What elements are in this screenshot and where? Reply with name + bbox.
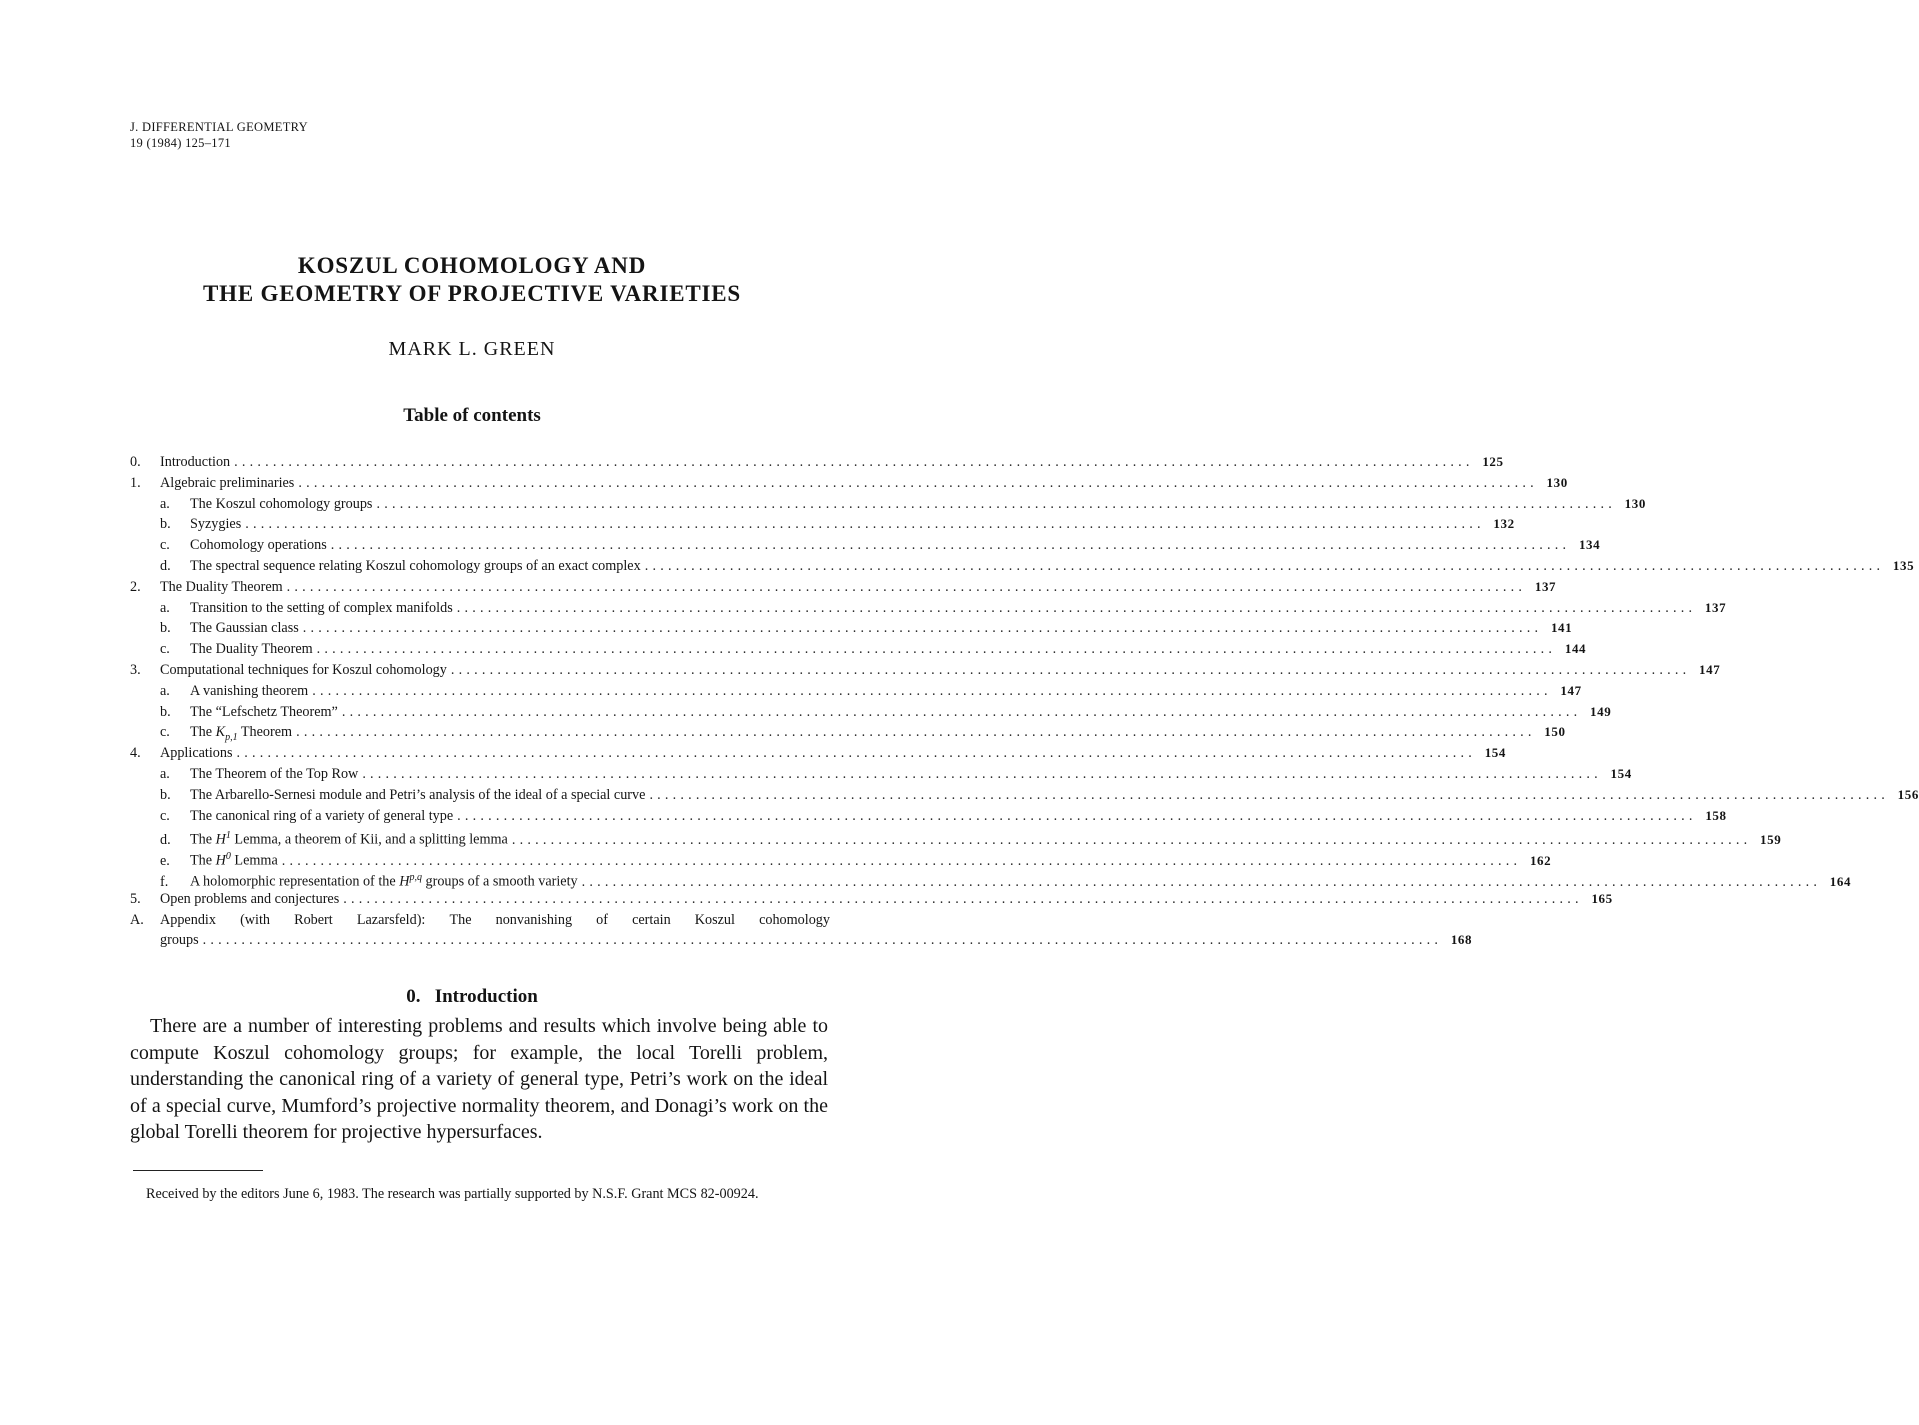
toc-entry-label-text: The H [190, 832, 226, 849]
toc-entry-page: 135 [1892, 557, 1915, 573]
toc-entry-label [190, 494, 376, 515]
toc-leader-dots: ................................................................................................................................................................ [312, 682, 1552, 699]
toc-entry-letter: a. [160, 682, 170, 699]
toc-entry-label [160, 452, 234, 473]
toc-entry-label [190, 806, 457, 827]
toc-entry-page: 162 [1529, 852, 1552, 868]
toc-entry-superscript: p,q [409, 871, 422, 883]
toc-entry[interactable] [130, 826, 1782, 849]
toc-entry-page: 144 [1564, 641, 1587, 657]
toc-appendix-word: cohomology [759, 911, 830, 928]
toc-leader-dots: ................................................................................................................................................................ [234, 454, 1474, 470]
toc-leader-dots: ................................................................................................................................................................ [343, 890, 1583, 907]
toc-entry-label [190, 514, 245, 535]
toc-entry[interactable] [130, 889, 1613, 910]
intro-paragraph: There are a number of interesting problems and results which involve being able to compute Koszul cohomology groups; for example, the local Torelli problem, understanding the canonical ring of a variety of general type, Petri’s work on the ideal of a special curve, Mumford’s projective normality theorem, and Donagi’s work on the global Torelli theorem for projective hypersurfaces. [130, 1015, 828, 1143]
toc-entry-label-text: The Theorem of the Top Row [190, 765, 359, 782]
toc-heading: Table of contents [403, 405, 541, 426]
section-title: Introduction [434, 986, 538, 1007]
toc-leader-dots: ................................................................................................................................................................ [330, 537, 1571, 554]
toc-appendix-word: Appendix [160, 911, 216, 928]
toc-entry-letter: d. [160, 832, 171, 849]
toc-entry-page: 141 [1550, 620, 1573, 636]
toc-entry-appendix-cont[interactable] [130, 930, 1473, 951]
toc-leader-dots: ................................................................................................................................................................ [649, 786, 1889, 803]
table-of-contents [130, 452, 1919, 951]
toc-entry-label-suffix: Lemma [230, 852, 278, 869]
journal-citation [130, 119, 308, 151]
toc-entry-label-text: Introduction [160, 454, 231, 470]
toc-entry-page: 164 [1829, 873, 1852, 889]
toc-entry-label-text: The Koszul cohomology groups [190, 495, 373, 512]
math-symbol: H [215, 852, 226, 869]
toc-entry-label-text: The H [190, 852, 226, 869]
toc-entry-label-text: Transition to the setting of complex manifolds [190, 599, 453, 616]
toc-entry-number: 1. [130, 474, 141, 491]
toc-appendix-word: (with [240, 911, 271, 928]
math-symbol: H [399, 873, 410, 890]
toc-entry-letter: c. [160, 807, 170, 824]
paper-title-line-1: KOSZUL COHOMOLOGY AND [297, 253, 647, 278]
math-symbol: H [215, 832, 226, 849]
toc-entry[interactable] [130, 556, 1915, 577]
toc-entry-page: 149 [1590, 703, 1612, 719]
toc-entry-page: 137 [1534, 578, 1557, 594]
toc-entry-page: 154 [1484, 745, 1507, 761]
toc-entry-number: 4. [130, 745, 141, 762]
toc-entry-label [190, 618, 303, 639]
toc-entry-label-text: The Duality Theorem [160, 578, 283, 595]
toc-entry-label [190, 639, 317, 660]
toc-entry[interactable] [130, 681, 1582, 702]
toc-appendix-word: Robert [294, 911, 333, 928]
toc-entry-page: 130 [1624, 495, 1646, 511]
toc-entry-letter: a. [160, 599, 170, 616]
toc-leader-dots: ................................................................................................................................................................ [298, 474, 1538, 491]
toc-entry-label-text: The Duality Theorem [190, 641, 313, 658]
toc-entry[interactable] [130, 535, 1601, 556]
toc-leader-dots: ................................................................................................................................................................ [316, 641, 1557, 658]
toc-entry[interactable] [130, 660, 1721, 681]
toc-leader-dots: ................................................................................................................................................................ [202, 932, 1443, 949]
toc-leader-dots: ................................................................................................................................................................ [450, 661, 1691, 678]
math-symbol: K [215, 724, 226, 741]
toc-entry-subscript: p,1 [225, 732, 238, 744]
toc-entry-page: 137 [1704, 599, 1727, 615]
toc-leader-dots: ................................................................................................................................................................ [511, 832, 1752, 849]
toc-entry-label-text: Syzygies [190, 516, 242, 533]
toc-entry[interactable] [130, 806, 1727, 827]
toc-entry-letter: e. [160, 852, 170, 869]
toc-entry-page: 147 [1699, 661, 1721, 677]
toc-leader-dots: ................................................................................................................................................................ [296, 724, 1536, 741]
toc-entry-page: 132 [1493, 516, 1515, 532]
toc-entry[interactable] [130, 514, 1515, 535]
section-number: 0. [406, 986, 421, 1007]
toc-entry-label [160, 660, 451, 681]
toc-entry-letter: b. [160, 703, 171, 720]
toc-leader-dots: ................................................................................................................................................................ [236, 745, 1477, 762]
toc-entry[interactable] [130, 722, 1566, 744]
toc-entry[interactable] [130, 452, 1504, 473]
toc-entry[interactable] [130, 764, 1632, 785]
toc-entry-letter: b. [160, 516, 171, 533]
toc-appendix-word: of [596, 911, 608, 928]
toc-entry-label-suffix: Theorem [237, 724, 293, 741]
toc-leader-dots: ................................................................................................................................................................ [302, 620, 1543, 637]
toc-entry-number: 0. [130, 454, 141, 470]
toc-appendix-word: Koszul [694, 911, 735, 928]
toc-entry-label-text: Algebraic preliminaries [160, 474, 295, 491]
toc-entry-label [190, 556, 645, 577]
toc-entry-number: 3. [130, 661, 141, 678]
toc-leader-dots: ................................................................................................................................................................ [376, 495, 1616, 512]
toc-entry-label-text: The “Lefschetz Theorem” [190, 703, 338, 720]
toc-entry-label [190, 702, 342, 723]
toc-entry[interactable] [130, 473, 1568, 494]
journal-volume: 19 (1984) 125–171 [130, 136, 231, 150]
toc-leader-dots: ................................................................................................................................................................ [362, 765, 1602, 782]
toc-entry-label-suffix: Lemma, a theorem of Kii, and a splitting lemma [230, 832, 508, 849]
toc-leader-dots: ................................................................................................................................................................ [581, 873, 1822, 890]
toc-entry-page: 165 [1591, 890, 1613, 906]
toc-entry-letter: c. [160, 641, 170, 658]
toc-entry-label [190, 535, 331, 556]
toc-entry-letter: b. [160, 786, 171, 803]
toc-entry[interactable] [130, 743, 1507, 764]
toc-entry-superscript: 0 [225, 851, 231, 863]
toc-leader-dots: ................................................................................................................................................................ [456, 599, 1697, 616]
toc-entry-page: 159 [1760, 832, 1782, 848]
toc-entry-page: 150 [1544, 724, 1566, 740]
toc-entry[interactable] [130, 494, 1646, 515]
toc-entry-label: groups [160, 932, 199, 949]
toc-leader-dots: ................................................................................................................................................................ [281, 852, 1522, 869]
toc-entry-page: 158 [1705, 807, 1727, 823]
toc-entry-letter: a. [160, 765, 170, 782]
toc-entry[interactable] [130, 639, 1587, 660]
toc-entry-label-text: Cohomology operations [190, 537, 327, 554]
toc-entry-label-text: The canonical ring of a variety of general type [190, 807, 454, 824]
toc-leader-dots: ................................................................................................................................................................ [457, 807, 1697, 824]
toc-entry-page: 154 [1610, 765, 1632, 781]
toc-entry-label [160, 473, 298, 494]
toc-entry-label-text: Applications [160, 745, 233, 762]
toc-appendix-word: Lazarsfeld): [356, 911, 426, 928]
toc-entry-number: 2. [130, 578, 141, 595]
toc-entry[interactable] [130, 598, 1727, 619]
footnote-rule [133, 1170, 263, 1171]
toc-entry-label [160, 577, 287, 598]
toc-entry-label [160, 743, 237, 764]
toc-appendix-word: certain [632, 911, 671, 928]
toc-leader-dots: ................................................................................................................................................................ [245, 516, 1485, 533]
toc-entry-page: 134 [1578, 537, 1601, 553]
toc-entry-label-text: The K [190, 724, 226, 741]
toc-entry-page: 156 [1897, 786, 1919, 802]
toc-entry[interactable] [130, 785, 1919, 806]
toc-entry-superscript: 1 [225, 830, 231, 842]
toc-entry-label [190, 681, 312, 702]
toc-entry-letter: c. [160, 537, 170, 554]
toc-entry-letter: a. [160, 495, 170, 512]
toc-leader-dots: ................................................................................................................................................................ [286, 578, 1527, 595]
toc-entry-label-text: The Gaussian class [190, 620, 299, 637]
toc-entry[interactable] [130, 868, 1852, 890]
footnote: Received by the editors June 6, 1983. The research was partially supported by N.S.F. Grant MCS 82-00924. [146, 1186, 759, 1202]
toc-entry-page: 130 [1546, 474, 1568, 490]
toc-entry-page: 147 [1560, 682, 1582, 698]
toc-entry-label-text: A holomorphic representation of the H [190, 873, 410, 890]
toc-leader-dots: ................................................................................................................................................................ [644, 557, 1885, 574]
toc-entry-appendix[interactable] [130, 910, 830, 931]
toc-entry-label-text: Open problems and conjectures [160, 890, 340, 907]
toc-appendix-word: The [449, 911, 472, 928]
toc-entry-number: A. [130, 911, 144, 928]
toc-entry-page: 168 [1450, 932, 1473, 948]
toc-entry[interactable] [130, 618, 1573, 639]
author: MARK L. GREEN [388, 338, 556, 360]
toc-entry-label-text: The spectral sequence relating Koszul cohomology groups of an exact complex [190, 557, 641, 574]
toc-entry-label-suffix: groups of a smooth variety [421, 873, 578, 890]
toc-entry[interactable] [130, 847, 1552, 869]
toc-entry-number: 5. [130, 890, 141, 907]
paper-title-line-2: THE GEOMETRY OF PROJECTIVE VARIETIES [203, 281, 741, 306]
toc-entry[interactable] [130, 577, 1557, 598]
toc-leader-dots: ................................................................................................................................................................ [341, 703, 1582, 720]
toc-entry-letter: b. [160, 620, 171, 637]
toc-entry-label-text: A vanishing theorem [190, 682, 309, 699]
toc-entry-label [160, 889, 343, 910]
toc-entry-letter: d. [160, 557, 171, 574]
toc-appendix-label [160, 910, 830, 931]
toc-entry-label [190, 785, 649, 806]
toc-entry-letter: f. [160, 873, 169, 890]
toc-entry-page: 125 [1482, 454, 1504, 469]
toc-entry-label [190, 764, 362, 785]
section-heading [0, 986, 944, 1008]
toc-entry-label-text: Computational techniques for Koszul cohomology [160, 661, 447, 678]
toc-entry[interactable] [130, 702, 1612, 723]
toc-entry-label-text: The Arbarello-Sernesi module and Petri’s analysis of the ideal of a special curve [190, 786, 646, 803]
journal-name: J. DIFFERENTIAL GEOMETRY [130, 120, 308, 134]
toc-appendix-word: nonvanishing [495, 911, 573, 928]
toc-entry-label [190, 598, 457, 619]
toc-entry-letter: c. [160, 724, 170, 741]
